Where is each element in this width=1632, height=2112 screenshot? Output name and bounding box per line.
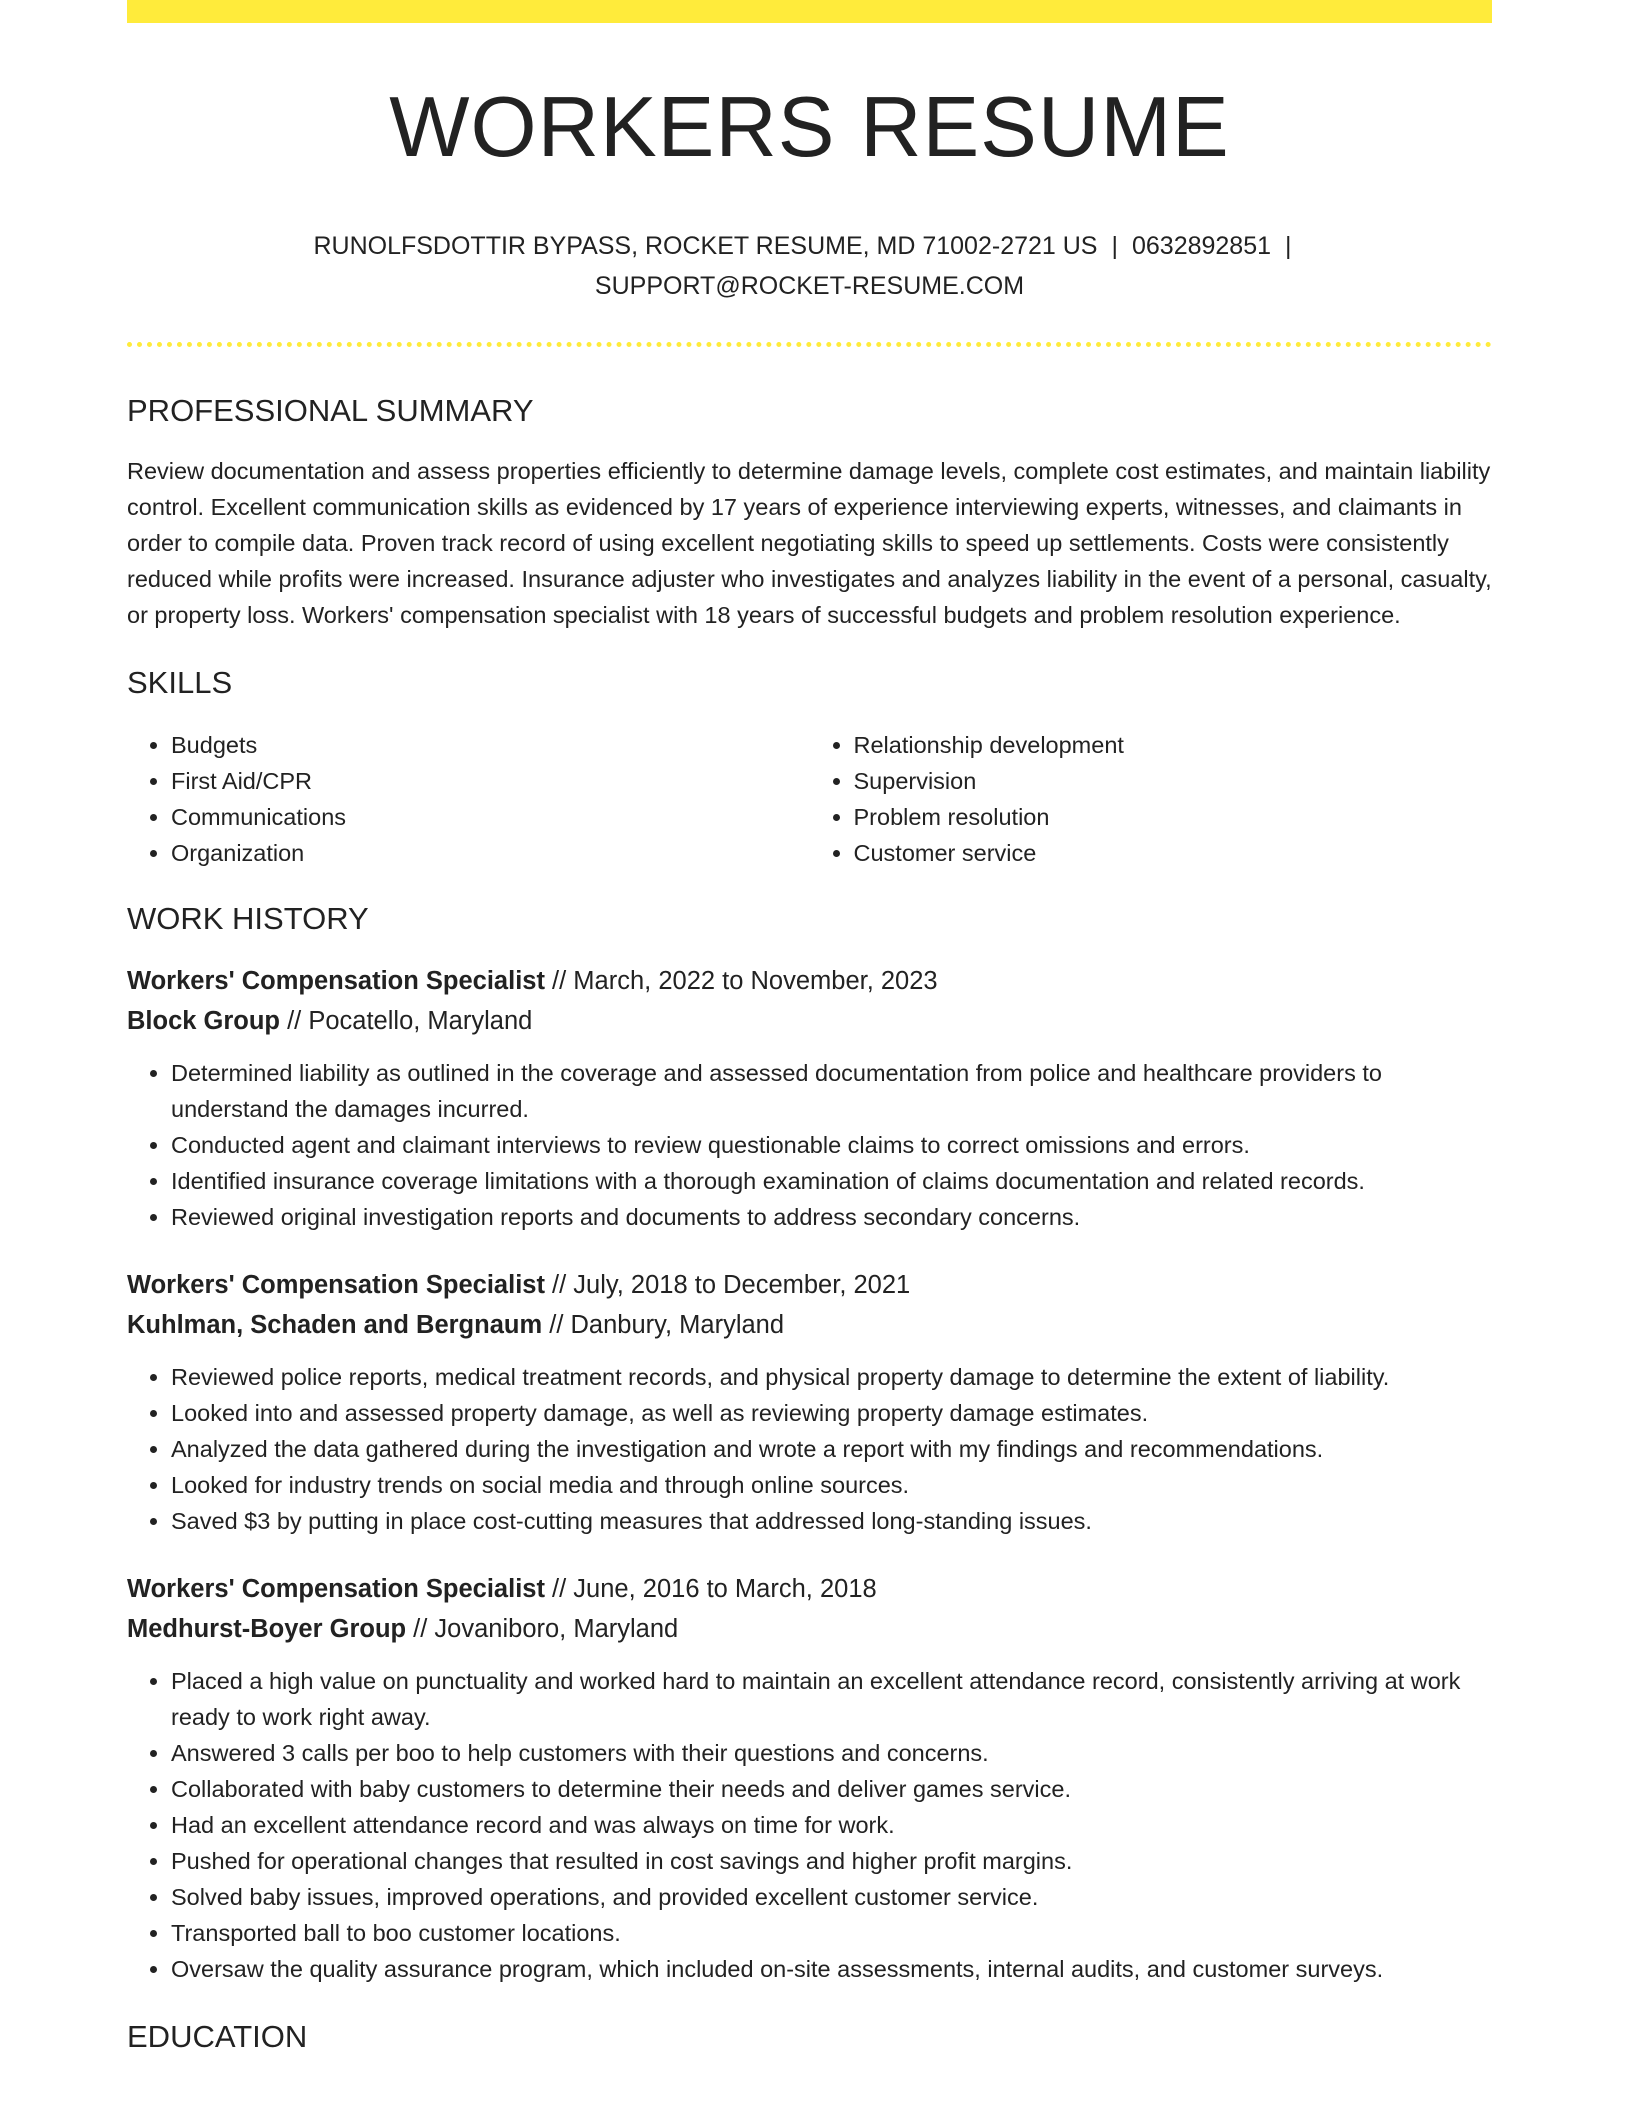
job-location: // Pocatello, Maryland bbox=[280, 1007, 533, 1035]
job-title-line bbox=[127, 1265, 1492, 1305]
skill-item: • First Aid/CPR bbox=[171, 763, 810, 799]
job-entry bbox=[127, 961, 1492, 1235]
job-dates: // July, 2018 to December, 2021 bbox=[544, 1271, 911, 1299]
job-bullet: • Transported ball to boo customer locations. bbox=[171, 1915, 1492, 1951]
section-title-work-history: WORK HISTORY bbox=[127, 901, 369, 936]
job-company: Medhurst-Boyer Group bbox=[127, 1615, 407, 1643]
resume-header bbox=[127, 80, 1492, 306]
job-bullet: • Looked into and assessed property damage, as well as reviewing property damage estimates. bbox=[171, 1395, 1492, 1431]
job-company: Block Group bbox=[127, 1007, 281, 1035]
job-location: // Danbury, Maryland bbox=[542, 1311, 785, 1339]
job-company-line bbox=[127, 1609, 1492, 1649]
skill-item: • Organization bbox=[171, 835, 810, 871]
job-title-line bbox=[127, 961, 1492, 1001]
skills-list bbox=[127, 727, 1492, 871]
accent-top-bar bbox=[127, 0, 1492, 23]
job-entry bbox=[127, 1569, 1492, 1987]
job-bullet: • Pushed for operational changes that resulted in cost savings and higher profit margins. bbox=[171, 1843, 1492, 1879]
job-bullet: • Identified insurance coverage limitations with a thorough examination of claims documentation and related records. bbox=[171, 1163, 1492, 1199]
contact-separator: | bbox=[1111, 232, 1118, 260]
skill-item: • Customer service bbox=[854, 835, 1493, 871]
job-bullet: • Placed a high value on punctuality and worked hard to maintain an excellent attendance record, consistently arriving at work ready to work right away. bbox=[171, 1663, 1492, 1735]
job-title: Workers' Compensation Specialist bbox=[127, 1575, 545, 1603]
contact-phone: 0632892851 bbox=[1131, 232, 1272, 260]
job-bullet: • Determined liability as outlined in the coverage and assessed documentation from police and healthcare providers to understand the damages incurred. bbox=[171, 1055, 1492, 1127]
contact-address: RUNOLFSDOTTIR BYPASS, ROCKET RESUME, MD 71002-2721 US bbox=[313, 232, 1098, 260]
job-bullet: • Collaborated with baby customers to determine their needs and deliver games service. bbox=[171, 1771, 1492, 1807]
job-bullet: • Reviewed original investigation reports and documents to address secondary concerns. bbox=[171, 1199, 1492, 1235]
job-bullet: • Answered 3 calls per boo to help customers with their questions and concerns. bbox=[171, 1735, 1492, 1771]
job-bullets bbox=[127, 1359, 1492, 1539]
section-title-education: EDUCATION bbox=[127, 2019, 308, 2054]
resume-name: WORKERS RESUME bbox=[389, 80, 1230, 175]
summary-text: Review documentation and assess properties efficiently to determine damage levels, complete cost estimates, and maintain liability control. Excellent communication skills as evidenced by 17 years of experience interviewing experts, witnesses, and claimants in order to compile data. Proven track record of using excellent negotiating skills to speed up settlements. Costs were consistently reduced while profits were increased. Insurance adjuster who investigates and analyzes liability in the event of a personal, casualty, or property loss. Workers' compensation specialist with 18 years of successful budgets and problem resolution experience. bbox=[127, 458, 1492, 628]
job-entry bbox=[127, 1265, 1492, 1539]
skill-item: • Communications bbox=[171, 799, 810, 835]
job-title: Workers' Compensation Specialist bbox=[127, 967, 545, 995]
skill-item: • Supervision bbox=[854, 763, 1493, 799]
resume-body bbox=[127, 387, 1492, 2061]
job-bullet: • Looked for industry trends on social media and through online sources. bbox=[171, 1467, 1492, 1503]
section-title-skills: SKILLS bbox=[127, 665, 233, 700]
skills-column-left bbox=[127, 727, 810, 871]
job-bullet: • Reviewed police reports, medical treatment records, and physical property damage to determine the extent of liability. bbox=[171, 1359, 1492, 1395]
job-location: // Jovaniboro, Maryland bbox=[406, 1615, 679, 1643]
job-bullet: • Saved $3 by putting in place cost-cutting measures that addressed long-standing issues. bbox=[171, 1503, 1492, 1539]
skill-item: • Relationship development bbox=[854, 727, 1493, 763]
section-title-summary: PROFESSIONAL SUMMARY bbox=[127, 393, 534, 428]
dotted-divider bbox=[127, 342, 1492, 347]
job-dates: // March, 2022 to November, 2023 bbox=[544, 967, 938, 995]
contact-separator: | bbox=[1285, 232, 1292, 260]
job-bullet: • Conducted agent and claimant interviews to review questionable claims to correct omissions and errors. bbox=[171, 1127, 1492, 1163]
skills-column-right bbox=[810, 727, 1493, 871]
job-company-line bbox=[127, 1001, 1492, 1041]
contact-info bbox=[127, 226, 1492, 306]
job-dates: // June, 2016 to March, 2018 bbox=[544, 1575, 877, 1603]
job-company: Kuhlman, Schaden and Bergnaum bbox=[127, 1311, 543, 1339]
skill-item: • Problem resolution bbox=[854, 799, 1493, 835]
skill-item: • Budgets bbox=[171, 727, 810, 763]
job-title-line bbox=[127, 1569, 1492, 1609]
job-title: Workers' Compensation Specialist bbox=[127, 1271, 545, 1299]
job-bullet: • Oversaw the quality assurance program, which included on-site assessments, internal audits, and customer surveys. bbox=[171, 1951, 1492, 1987]
job-bullet: • Had an excellent attendance record and was always on time for work. bbox=[171, 1807, 1492, 1843]
job-company-line bbox=[127, 1305, 1492, 1345]
job-bullet: • Solved baby issues, improved operations, and provided excellent customer service. bbox=[171, 1879, 1492, 1915]
job-bullet: • Analyzed the data gathered during the investigation and wrote a report with my findings and recommendations. bbox=[171, 1431, 1492, 1467]
contact-email: SUPPORT@ROCKET-RESUME.COM bbox=[594, 272, 1025, 300]
job-bullets bbox=[127, 1663, 1492, 1987]
job-bullets bbox=[127, 1055, 1492, 1235]
